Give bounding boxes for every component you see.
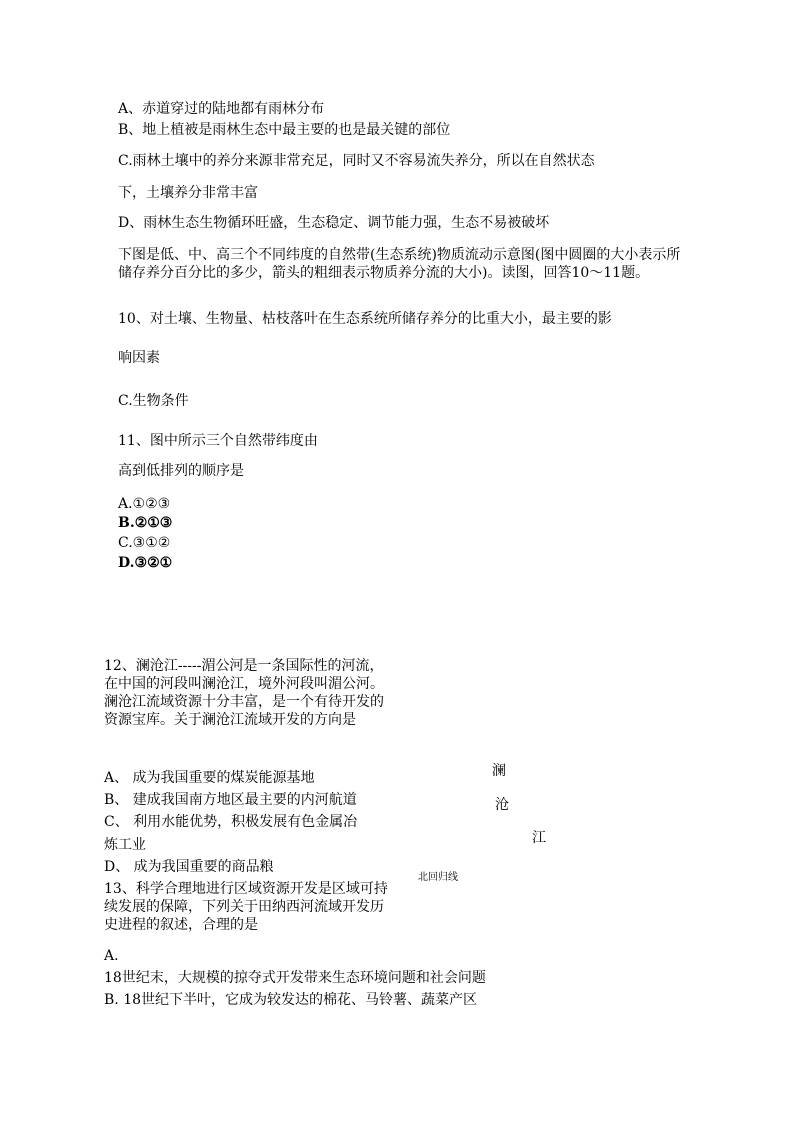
q9-option-b: B、地上植被是雨林生态中最主要的也是最关键的部位 <box>118 122 451 138</box>
q9-option-a: A、赤道穿过的陆地都有雨林分布 <box>118 101 325 117</box>
q9-option-c-line2: 下，土壤养分非常丰富 <box>118 185 258 201</box>
q12-option-c-line1: C、 利用水能优势，积极发展有色金属冶 <box>104 814 358 830</box>
q13-stem: 13、科学合理地进行区域资源开发是区域可持续发展的保障，下列关于田纳西河流域开发历史进程的叙述，合理的是 <box>104 881 388 933</box>
q12-option-d: D、 成为我国重要的商品粮 <box>104 859 274 875</box>
q11-option-b: B.②①③ <box>118 515 173 531</box>
q9-option-c-line1: C.雨林土壤中的养分来源非常充足，同时又不容易流失养分，所以在自然状态 <box>118 153 595 169</box>
q12-option-b: B、 建成我国南方地区最主要的内河航道 <box>104 792 357 808</box>
map-label-cang: 沧 <box>495 797 509 813</box>
q12-option-c-line2: 炼工业 <box>104 837 146 853</box>
q13-option-b: B. 18世纪下半叶，它成为较发达的棉花、马铃薯、蔬菜产区 <box>104 992 478 1008</box>
q13-option-a-text: 18世纪末，大规模的掠夺式开发带来生态环境问题和社会问题 <box>104 970 486 986</box>
q11-option-d: D.③②① <box>118 555 173 571</box>
q11-stem-line1: 11、图中所示三个自然带纬度由 <box>118 433 318 449</box>
q12-option-a: A、 成为我国重要的煤炭能源基地 <box>104 770 315 786</box>
q10-stem-line1: 10、对土壤、生物量、枯枝落叶在生态系统所储存养分的比重大小，最主要的影 <box>118 311 612 327</box>
map-label-tropic-of-cancer: 北回归线 <box>418 872 458 883</box>
q10-stem-line2: 响因素 <box>118 350 160 366</box>
q11-option-a: A.①②③ <box>118 496 171 512</box>
q13-option-a-label: A. <box>104 948 119 964</box>
intro-10-11: 下图是低、中、高三个不同纬度的自然带(生态系统)物质流动示意图(图中圆圈的大小表示所储存养分百分比的多少，箭头的粗细表示物质养分流的大小)。读图，回答10～11题。 <box>118 247 681 281</box>
q9-option-d: D、雨林生态生物循环旺盛，生态稳定、调节能力强，生态不易被破坏 <box>118 215 550 231</box>
q11-option-c: C.③①② <box>118 535 171 551</box>
map-label-lan: 澜 <box>492 763 506 779</box>
q10-option-c: C.生物条件 <box>118 393 189 409</box>
q12-stem: 12、澜沧江-----湄公河是一条国际性的河流，在中国的河段叫澜沧江，境外河段叫湄公河。澜沧江流域资源十分丰富，是一个有待开发的资源宝库。关于澜沧江流域开发的方向是 <box>104 658 384 728</box>
q11-stem-line2: 高到低排列的顺序是 <box>118 463 244 479</box>
map-label-jiang: 江 <box>532 830 546 846</box>
